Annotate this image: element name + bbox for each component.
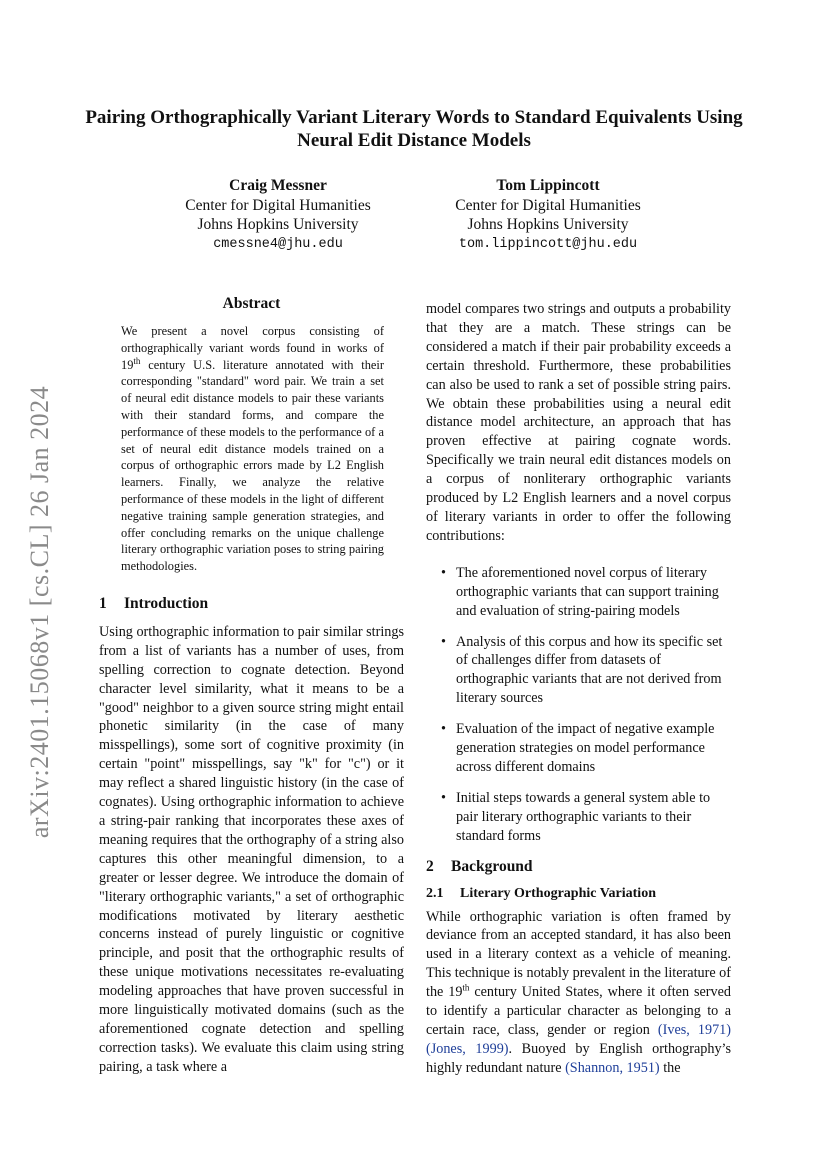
author-affiliation: Center for Digital Humanities <box>185 196 371 214</box>
abstract-text-part: We present a novel corpus consisting of orthographically variant words found in works of 19 <box>121 324 384 372</box>
subsection-heading <box>426 886 731 902</box>
author-affiliation: Center for Digital Humanities <box>455 196 641 214</box>
section-heading-introduction <box>99 595 404 613</box>
ordinal-superscript: th <box>133 355 141 366</box>
paragraph-text: . Buoyed by English orthography’s highly redundant nature <box>426 1040 731 1076</box>
arxiv-stamp <box>18 372 62 852</box>
citation-link[interactable]: (Shannon, 1951) <box>565 1059 660 1076</box>
section-heading-background <box>426 858 731 876</box>
citation-link[interactable]: (Ives, 1971) <box>657 1022 731 1038</box>
list-item: • Analysis of this corpus and how its specific set of challenges differ from datasets of orthographic variants that are not derived from literary sources <box>426 633 731 709</box>
intro-paragraph-continued: model compares two strings and outputs a probability that they are a match. These strings can be considered a match if their pair probability exceeds a certain threshold. Furthermore, these probabilities can also be used to rank a set of possible string pairs. We obtain these probabilities using a neural edit distance model architecture, an approach that has proven effective at pairing cognate words. Specifically we train neural edit distances models on a corpus of nonliterary orthographic variants produced by L2 English learners and a novel corpus of literary variants in order to offer the following contributions: <box>426 301 731 544</box>
abstract-text-part: century U.S. literature annotated with their corresponding "standard" word pair. We train a set of neural edit distance models to pair these variants with their standard forms, and compare the performance of these models to the performance of a set of neural edit distance models trained on a corpus of orthographic errors made by L2 English learners. Finally, we analyze the relative performance of these models in the light of different negative training sample generation strategies, and offer concluding remarks on the unique challenge literary orthographic variation poses to string pairing methodologies. <box>121 357 384 574</box>
contributions-list <box>426 564 731 846</box>
left-column <box>99 295 404 1077</box>
abstract-heading: Abstract <box>222 295 281 312</box>
subsection-number: 2.1 <box>426 885 444 901</box>
author-email: tom.lippincott@jhu.edu <box>458 236 638 252</box>
author-institution: Johns Hopkins University <box>467 216 629 233</box>
subsection-title: Literary Orthographic Variation <box>460 885 656 901</box>
author-block-2 <box>418 176 678 254</box>
citation-link[interactable]: (Jones, 1999) <box>426 1040 509 1057</box>
section-number: 2 <box>426 857 434 875</box>
paper-title: Pairing Orthographically Variant Literary Words to Standard Equivalents Using Neural Edit Distance Models <box>85 107 743 151</box>
abstract-text <box>121 323 384 575</box>
list-item: • Evaluation of the impact of negative example generation strategies on model performance across different domains <box>426 720 731 777</box>
paragraph-text: While orthographic variation is often framed by deviance from an accepted standard, it has also been used in a literary context as a vehicle of meaning. This technique is notably prevalent in the literature of the 19 <box>426 908 731 1001</box>
background-paragraph <box>426 908 731 1078</box>
paragraph-text: the <box>659 1059 681 1076</box>
paragraph-text: century United States, where it often served to identify a particular character as belonging to a certain race, class, gender or region <box>426 984 731 1038</box>
list-item: • Initial steps towards a general system able to pair literary orthographic variants to their standard forms <box>426 789 731 846</box>
right-column <box>426 300 731 1078</box>
ordinal-superscript: th <box>462 982 470 993</box>
arxiv-id: arXiv:2401.15068v1 [cs.CL] 26 Jan 2024 <box>25 385 54 839</box>
author-institution: Johns Hopkins University <box>197 216 359 233</box>
author-name: Tom Lippincott <box>496 177 600 194</box>
section-title: Background <box>451 857 533 875</box>
section-number: 1 <box>99 594 107 612</box>
list-item: • The aforementioned novel corpus of literary orthographic variants that can support training and evaluation of string-pairing models <box>426 564 731 621</box>
author-block-1 <box>148 176 408 254</box>
author-email: cmessne4@jhu.edu <box>213 236 343 252</box>
section-title: Introduction <box>124 594 209 612</box>
intro-paragraph: Using orthographic information to pair similar strings from a list of variants has a number of uses, from spelling correction to cognate detection. Beyond character level similarity, what it means to be a "good" neighbor to a given source string might entail phonetic similarity (in the case of many misspellings), some sort of cognitive proximity (in certain "point" misspellings, say "k" for "c") or it may reflect a shared linguistic history (in the case of cognates). Using orthographic information to achieve a string-pair ranking that incorporates these axes of meaning requires that the orthography of a string also captures this other meaningful dimension, to a greater or lesser degree. We introduce the domain of "literary orthographic variants," a set of orthographic modifications motivated by literary aesthetic concerns instead of purely linguistic or cognitive principle, and posit that the orthographic results of these unique motivations necessitates re-evaluating modeling approaches that have proven successful in more linguistically motivated domains (such as the aforementioned cognate detection and spelling correction tasks). We evaluate this claim using string pairing, a task where a <box>99 623 404 1075</box>
author-name: Craig Messner <box>229 177 327 194</box>
